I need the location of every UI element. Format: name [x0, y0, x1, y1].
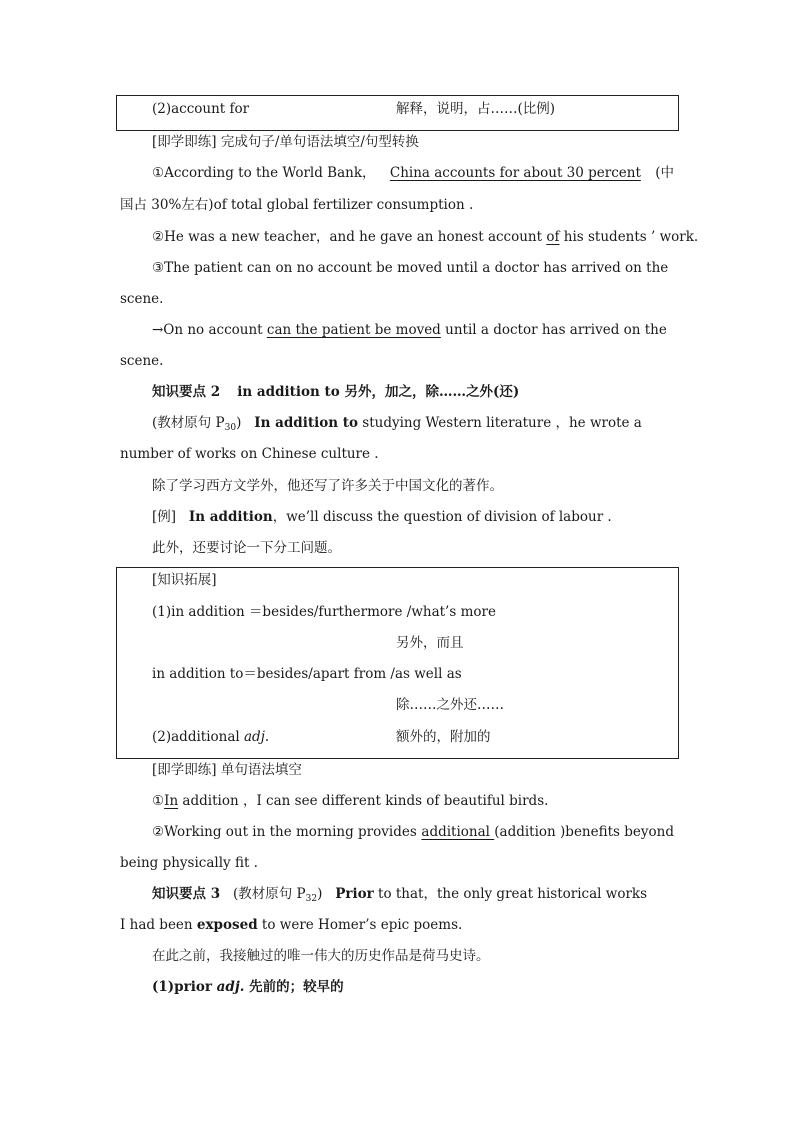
point-3-source-page: 32: [305, 894, 318, 904]
sentence-4-prefix: →On no account: [152, 322, 267, 338]
box-row-account-for: (2)account for: [152, 101, 250, 117]
sentence-1-prefix: ①According to the World Bank，: [152, 165, 376, 181]
expansion-row-2-meaning: 除……之外还……: [396, 697, 504, 713]
point-3-item-1-meaning: 先前的；较早的: [244, 979, 344, 995]
point-3-item-1-pos: adj.: [216, 979, 245, 995]
practice-2-s2-prefix: ②Working out in the morning provides: [152, 824, 417, 840]
point-2-meaning: 另外，加之，除……之外(还): [339, 384, 520, 400]
example-label: [例]: [152, 509, 177, 525]
sentence-2-answer: of: [546, 229, 560, 245]
sentence-3-line2: scene.: [120, 291, 164, 307]
point-2-label: 知识要点 2: [152, 384, 221, 400]
point-3-line2-bold: exposed: [196, 917, 258, 933]
sentence-2: [152, 227, 698, 247]
sentence-4-suffix: until a doctor has arrived on the: [440, 322, 667, 338]
practice-2-s2-answer: additional: [421, 824, 495, 840]
point-2-source-label: (教材原句 P: [152, 415, 225, 431]
point-3-source-bold: Prior: [335, 886, 374, 902]
point-2-example: [152, 507, 612, 527]
expansion-row-3-word: (2)additional: [152, 729, 244, 745]
sentence-4: [152, 320, 667, 340]
sentence-4-line2: scene.: [120, 353, 164, 369]
practice-2-heading: [即学即练] 单句语法填空: [152, 762, 302, 778]
sentence-1-answer: China accounts for about 30 percent: [389, 165, 641, 181]
sentence-4-answer: can the patient be moved: [266, 322, 441, 338]
expansion-row-2: in addition to＝besides/apart from /as well as: [152, 666, 462, 682]
sentence-3: ③The patient can on no account be moved until a doctor has arrived on the: [152, 260, 669, 276]
sentence-1-suffix: (中: [655, 165, 674, 181]
point-3-source-label: (教材原句 P: [232, 886, 306, 902]
point-3-line2-suffix: to were Homer’s epic poems.: [257, 917, 463, 933]
point-3-heading: [152, 884, 647, 909]
point-2-source-page: 30: [224, 423, 237, 433]
point-2-translation: 除了学习西方文学外，他还写了许多关于中国文化的著作。: [152, 478, 503, 494]
sentence-2-prefix: ②He was a new teacher，and he gave an honest account: [152, 229, 547, 245]
practice-2-sentence-2-line2: being physically fit .: [120, 855, 258, 871]
point-3-source-close: ): [317, 886, 323, 902]
expansion-title: [知识拓展]: [152, 572, 217, 588]
practice-2-s2-suffix: (addition )benefits beyond: [494, 824, 674, 840]
point-2-phrase: in addition to: [237, 384, 340, 400]
point-3-line2-prefix: I had been: [120, 917, 197, 933]
point-3-label: 知识要点 3: [152, 886, 221, 902]
example-rest: ，we’ll discuss the question of division of labour .: [272, 509, 612, 525]
point-2-source: [152, 413, 642, 438]
example-bold: In addition: [188, 509, 273, 525]
practice-2-s1-answer: In: [164, 793, 179, 809]
sentence-2-suffix: his students ’ work.: [559, 229, 699, 245]
expansion-row-3: [152, 727, 269, 747]
point-2-heading: [152, 382, 519, 402]
expansion-row-1: (1)in addition ＝besides/furthermore /what’s more: [152, 604, 496, 620]
point-2-source-bold: In addition to: [254, 415, 358, 431]
point-3-line2: [120, 915, 462, 935]
point-3-item-1-word: (1)prior: [152, 979, 217, 995]
point-3-item-1: [152, 977, 344, 997]
point-2-example-translation: 此外，还要讨论一下分工问题。: [152, 540, 341, 556]
point-3-translation: 在此之前，我接触过的唯一伟大的历史作品是荷马史诗。: [152, 948, 490, 964]
practice-2-sentence-1: [152, 791, 548, 811]
practice-2-s1-prefix: ①: [152, 793, 165, 809]
sentence-1: [152, 163, 674, 183]
expansion-row-1-meaning: 另外，而且: [396, 635, 464, 651]
sentence-1-line2: 国占 30%左右)of total global fertilizer consumption .: [120, 197, 474, 213]
point-2-source-rest: studying Western literature ，he wrote a: [357, 415, 642, 431]
point-2-source-line2: number of works on Chinese culture .: [120, 446, 379, 462]
expansion-row-3-meaning: 额外的，附加的: [396, 729, 491, 745]
practice-2-sentence-2: [152, 822, 674, 842]
practice-2-s1-suffix: addition ，I can see different kinds of beautiful birds.: [178, 793, 549, 809]
expansion-row-3-pos: adj.: [244, 729, 270, 745]
point-3-source-rest: to that，the only great historical works: [373, 886, 648, 902]
practice-heading: [即学即练] 完成句子/单句语法填空/句型转换: [152, 134, 419, 150]
point-2-source-close: ): [236, 415, 242, 431]
box-row-account-for-meaning: 解释，说明，占……(比例): [396, 101, 556, 117]
